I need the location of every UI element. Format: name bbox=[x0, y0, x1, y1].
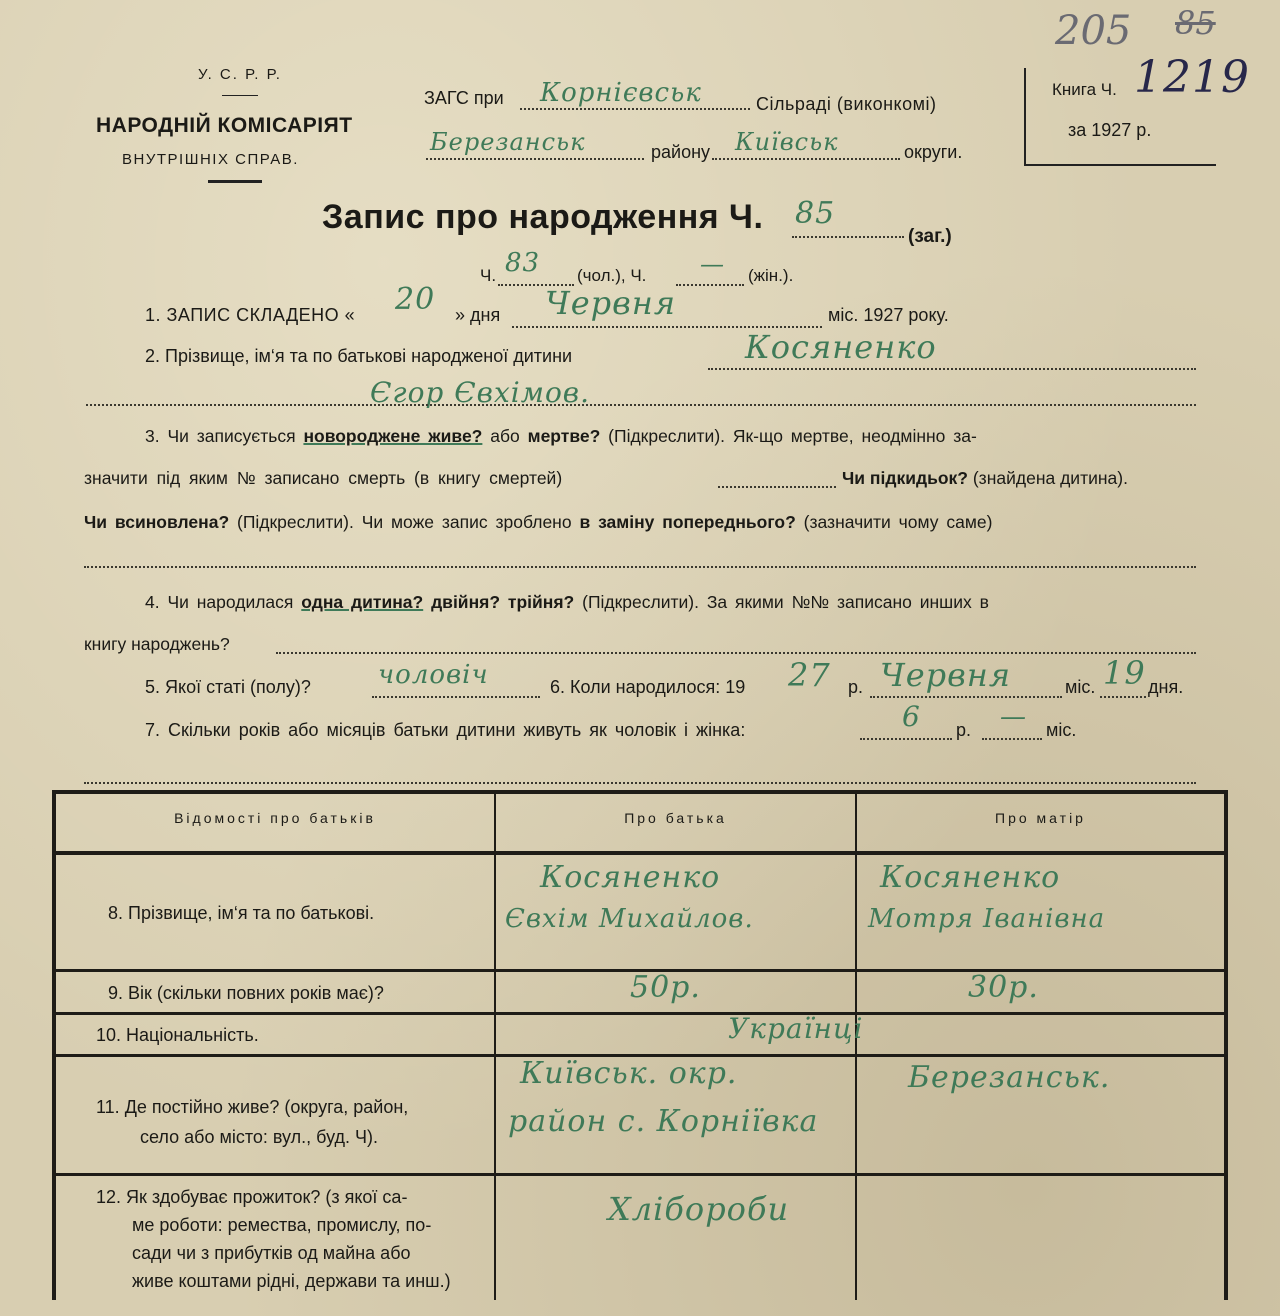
item4-line1 bbox=[145, 592, 989, 613]
item2-label: 2. Прізвище, ім‘я та по батькові народженої дитини bbox=[145, 346, 573, 366]
zags-prefix: ЗАГС при bbox=[424, 88, 504, 108]
ussr-label: У. С. Р. Р. bbox=[198, 66, 282, 83]
table-header-info: Відомості про батьків bbox=[174, 810, 376, 826]
record-number-handwritten: 85 bbox=[795, 196, 836, 231]
item3-or: або bbox=[490, 426, 520, 446]
row12-label-line4: живе коштами рідні, держави та инш.) bbox=[132, 1271, 451, 1291]
row8-label: 8. Прізвище, ім‘я та по батькові. bbox=[108, 903, 375, 923]
row10-label: 10. Національність. bbox=[96, 1025, 259, 1045]
father-age-handwritten: 50р. bbox=[630, 970, 701, 1005]
header-divider-bottom bbox=[208, 180, 262, 183]
item3-dead-option: мертве? bbox=[527, 426, 601, 446]
okruha-dotted-line bbox=[712, 158, 900, 160]
marriage-months-dotted-line bbox=[982, 738, 1042, 740]
record-number-dotted-line bbox=[792, 236, 904, 238]
female-number-handwritten: — bbox=[700, 250, 725, 278]
father-residence-handwritten-2: район с. Корніївка bbox=[508, 1104, 819, 1139]
birth-year-handwritten: 27 bbox=[788, 656, 831, 694]
item3-dotted-line bbox=[84, 566, 1196, 568]
day-suffix: дня. bbox=[1148, 677, 1184, 697]
record-month-handwritten: Червня bbox=[545, 284, 677, 322]
internal-affairs-label: ВНУТРІШНІХ СПРАВ. bbox=[122, 151, 299, 168]
row9-label: 9. Вік (скільки повних років має)? bbox=[108, 983, 384, 1003]
item4-line2: книгу народжень? bbox=[84, 634, 230, 654]
mother-residence-handwritten: Березанськ. bbox=[908, 1060, 1111, 1095]
archive-crossed-number: 85 bbox=[1175, 4, 1216, 42]
month-suffix: міс. bbox=[1065, 677, 1096, 697]
record-title: Запис про народження Ч. bbox=[322, 198, 764, 236]
birth-day-dotted-line bbox=[1100, 696, 1146, 698]
father-name-handwritten: Євхім Михайлов. bbox=[505, 904, 754, 934]
child-surname-handwritten: Косяненко bbox=[745, 328, 937, 366]
book-number-handwritten: 1219 bbox=[1134, 52, 1250, 103]
item3-line2 bbox=[84, 468, 562, 489]
table-header-mother: Про матір bbox=[995, 810, 1086, 826]
male-label: (чол.), Ч. bbox=[577, 266, 647, 285]
nationality-handwritten: Українці bbox=[728, 1012, 864, 1045]
male-prefix: Ч. bbox=[480, 266, 497, 285]
item3-foundling: Чи підкидьок? bbox=[842, 468, 968, 488]
item3-line2-a: значити під яким № записано смерть (в книгу смертей) bbox=[84, 468, 563, 488]
item3-found-child: (знайдена дитина). bbox=[972, 468, 1128, 488]
row11-label-line2: село або місто: вул., буд. Ч). bbox=[140, 1127, 378, 1147]
item7-dotted-line bbox=[84, 782, 1196, 784]
year-suffix: р. bbox=[848, 677, 864, 697]
item3-line1-a: 3. Чи записується bbox=[145, 426, 296, 446]
general-label: (заг.) bbox=[908, 226, 952, 247]
district-dotted-line bbox=[426, 158, 644, 160]
header-divider bbox=[222, 95, 258, 96]
father-residence-handwritten-1: Київськ. окр. bbox=[520, 1056, 738, 1091]
item3-line1-e: (Підкреслити). Як-що мертве, неодмінно за- bbox=[608, 426, 977, 446]
book-year-label: за 1927 р. bbox=[1068, 120, 1152, 140]
village-handwritten: Корнієвськ bbox=[540, 78, 702, 108]
item1-mid: » дня bbox=[455, 305, 501, 325]
item1-prefix: 1. ЗАПИС СКЛАДЕНО « bbox=[145, 305, 356, 325]
occupation-handwritten: Хлібороби bbox=[608, 1190, 790, 1228]
sex-dotted-line bbox=[372, 696, 540, 698]
record-day-handwritten: 20 bbox=[395, 282, 436, 317]
row12-label-line2: ме роботи: ремества, промислу, по- bbox=[132, 1215, 432, 1235]
archive-page-number: 205 bbox=[1055, 8, 1132, 54]
marriage-years-suffix: р. bbox=[956, 720, 972, 740]
item7-label: 7. Скільки років або місяців батьки дитини живуть як чоловік і жінка: bbox=[145, 720, 746, 740]
item4-single-option: одна дитина? bbox=[301, 592, 424, 612]
item3-death-dotted-line bbox=[718, 486, 836, 488]
item4-dotted-line bbox=[276, 652, 1196, 654]
item3-line1 bbox=[145, 426, 977, 447]
item3-replacement: в заміну попереднього? bbox=[579, 512, 796, 532]
council-label: Сільраді (виконкомі) bbox=[756, 94, 937, 114]
marriage-months-suffix: міс. bbox=[1046, 720, 1077, 740]
male-number-handwritten: 83 bbox=[505, 248, 541, 278]
marriage-years-handwritten: 6 bbox=[902, 700, 921, 733]
item4-a: 4. Чи народилася bbox=[145, 592, 294, 612]
father-surname-handwritten: Косяненко bbox=[540, 860, 721, 895]
item3-line3-d: (зазначити чому саме) bbox=[803, 512, 993, 532]
female-dotted-line bbox=[676, 284, 744, 286]
item4-twins-option: двійня? трійня? bbox=[431, 592, 575, 612]
table-header-father: Про батька bbox=[624, 810, 727, 826]
birth-day-handwritten: 19 bbox=[1103, 654, 1146, 692]
village-dotted-line bbox=[520, 108, 750, 110]
item3-line2-right bbox=[842, 468, 1128, 489]
birth-month-handwritten: Червня bbox=[880, 656, 1012, 694]
row12-label-line1: 12. Як здобуває прожиток? (з якої са- bbox=[96, 1187, 408, 1207]
district-label: району bbox=[651, 142, 711, 162]
when-born-label: 6. Коли народилося: 19 bbox=[550, 677, 746, 697]
district-handwritten: Березанськ bbox=[430, 128, 586, 156]
item3-line3-b: (Підкреслити). Чи може запис зроблено bbox=[237, 512, 572, 532]
item3-alive-option: новороджене живе? bbox=[303, 426, 483, 446]
book-label: Книга Ч. bbox=[1052, 80, 1117, 99]
child-name-dotted-line bbox=[86, 404, 1196, 406]
mother-name-handwritten: Мотря Іванівна bbox=[868, 904, 1106, 934]
commissariat-title: НАРОДНІЙ КОМІСАРІЯТ bbox=[96, 114, 353, 137]
mother-surname-handwritten: Косяненко bbox=[880, 860, 1061, 895]
sex-handwritten: чоловіч bbox=[378, 660, 489, 690]
marriage-months-handwritten: — bbox=[1000, 702, 1027, 732]
item3-adopted: Чи всиновлена? bbox=[84, 512, 230, 532]
female-label: (жін.). bbox=[748, 266, 794, 285]
child-name-handwritten: Єгор Євхімов. bbox=[370, 376, 590, 409]
okruha-handwritten: Київськ bbox=[735, 128, 839, 156]
item1-suffix: міс. 1927 року. bbox=[828, 305, 949, 325]
item5-label: 5. Якої статі (полу)? bbox=[145, 677, 311, 697]
mother-age-handwritten: 30р. bbox=[968, 970, 1039, 1005]
item4-d: (Підкреслити). За якими №№ записано инших в bbox=[582, 592, 989, 612]
row12-label-line3: сади чи з прибутків од майна або bbox=[132, 1243, 411, 1263]
marriage-years-dotted-line bbox=[860, 738, 952, 740]
okruha-label: округи. bbox=[904, 142, 963, 162]
item3-line3 bbox=[84, 512, 992, 533]
child-surname-dotted-line bbox=[708, 368, 1196, 370]
row11-label-line1: 11. Де постійно живе? (округа, район, bbox=[96, 1097, 409, 1117]
birth-month-dotted-line bbox=[870, 696, 1062, 698]
